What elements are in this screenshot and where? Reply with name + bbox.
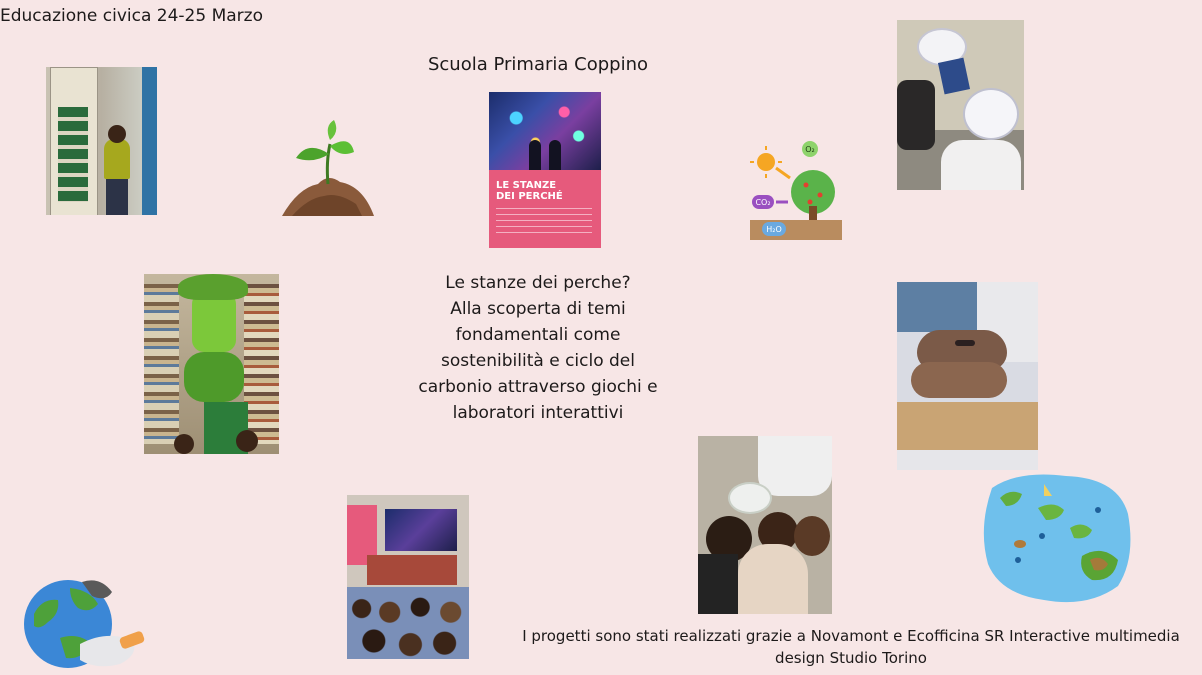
credits-text: I progetti sono stati realizzati grazie a Novamont e Ecofficina SR Interactive multimedia design Studio Torino [522, 627, 1180, 667]
photo-hands-holding [897, 282, 1038, 470]
earth-recycling-icon [20, 574, 150, 672]
co2-label: CO₂ [755, 198, 771, 207]
photosynthesis-icon [748, 140, 844, 242]
poster-title: LE STANZE DEI PERCHÉ [496, 180, 563, 202]
school-name: Scuola Primaria Coppino [427, 54, 648, 75]
photo-kids-around-basin [698, 436, 832, 614]
photo-tree-character-library [144, 274, 279, 454]
page-title: Educazione civica 24-25 Marzo [0, 6, 263, 26]
sprout-icon [278, 118, 378, 220]
poster-le-stanze-dei-perche [489, 92, 601, 248]
h2o-label: H₂O [766, 225, 782, 234]
photo-teacher-recycling-stand [46, 67, 157, 215]
islands-map-icon [978, 468, 1138, 608]
photo-painting-plates [897, 20, 1024, 190]
project-description: Le stanze dei perche? Alla scoperta di temi fondamentali come sostenibilità e ciclo del carbonio attraverso giochi e laboratori interattivi [418, 273, 658, 423]
photo-kids-watching-screen [347, 495, 469, 659]
o2-label: O₂ [805, 145, 815, 154]
